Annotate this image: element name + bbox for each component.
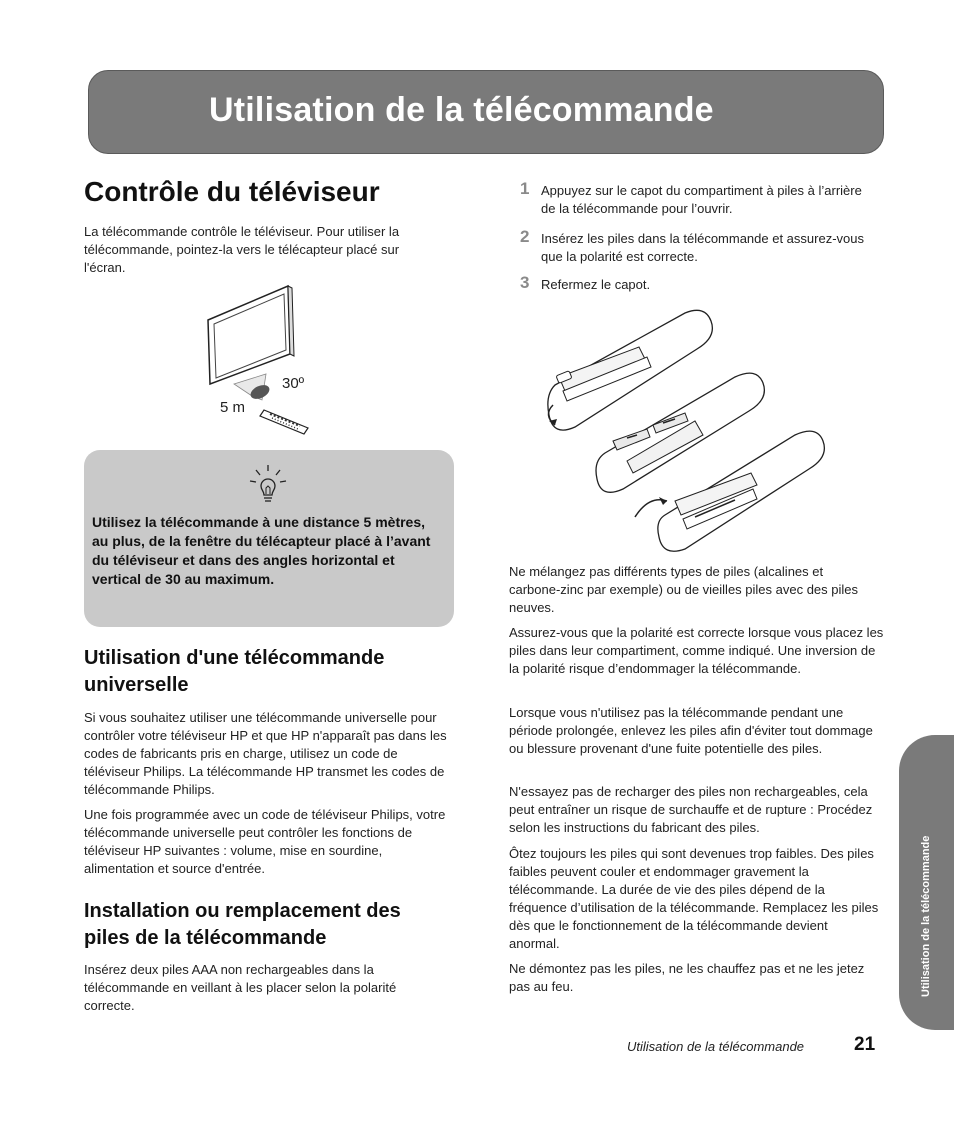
universal-paragraph-2: Une fois programmée avec un code de téléviseur Philips, votre télécommande universelle peut contrôler les fonctions de téléviseur HP suivantes : volume, mise en sourdine, alimentation et source d'entrée. <box>84 807 446 876</box>
step-text: Refermez le capot. <box>541 277 651 292</box>
step-number: 1 <box>520 179 530 198</box>
step-text: Insérez les piles dans la télécommande et assurez-vous que la polarité est correcte. <box>541 231 864 264</box>
page-title: Utilisation de la télécommande <box>209 91 714 129</box>
lightbulb-icon <box>248 464 288 504</box>
universal-paragraph-1: Si vous souhaitez utiliser une télécommande universelle pour contrôler votre téléviseur HP et que HP n'apparaît pas dans les codes de fabricants pris en charge, utilisez un code de téléviseur Philips. La télécommande HP transmet les codes de télécommande Philips. <box>84 710 447 797</box>
section-title: Contrôle du téléviseur <box>84 176 380 207</box>
right-paragraph-4: N'essayez pas de recharger des piles non rechargeables, cela peut entraîner un risque de surchauffe et de rupture : Procédez selon les instructions du fabricant des piles. <box>509 784 873 835</box>
side-tab-label: Utilisation de la télécommande <box>920 835 932 997</box>
step-text: Appuyez sur le capot du compartiment à piles à l’arrière de la télécommande pour l’ouvrir. <box>541 183 862 216</box>
step-number: 3 <box>520 273 530 292</box>
angle-label: 30º <box>282 375 305 392</box>
batteries-heading: Installation ou remplacement des piles de la télécommande <box>84 900 401 949</box>
right-paragraph-5: Ôtez toujours les piles qui sont devenues trop faibles. Des piles faibles peuvent couler et endommager gravement la télécommande. La durée de vie des piles dépend de la fréquence d’utilisation de la télécommande. Remplacez les piles dès que le fonctionnement de la télécommande devient anormal. <box>509 846 879 951</box>
tip-box <box>84 450 454 627</box>
right-paragraph-6: Ne démontez pas les piles, ne les chauffez pas et ne les jetez pas au feu. <box>509 961 865 994</box>
battery-installation-illustration <box>535 305 830 555</box>
intro-paragraph: La télécommande contrôle le téléviseur. Pour utiliser la télécommande, pointez-la vers le télécapteur placé sur l'écran. <box>84 224 400 275</box>
page-number: 21 <box>854 1034 876 1055</box>
step-number: 2 <box>520 227 530 246</box>
header-banner <box>88 70 884 154</box>
universal-remote-heading: Utilisation d'une télécommande universelle <box>84 647 385 696</box>
distance-label: 5 m <box>220 399 246 416</box>
right-paragraph-2: Assurez-vous que la polarité est correcte lorsque vous placez les piles dans leur compartiment, comme indiqué. Une inversion de la polarité risque d’endommager la télécommande. <box>509 625 884 676</box>
right-paragraph-1: Ne mélangez pas différents types de piles (alcalines et carbone-zinc par exemple) ou de vieilles piles avec des piles neuves. <box>509 564 859 615</box>
tip-text: Utilisez la télécommande à une distance 5 mètres, au plus, de la fenêtre du télécapteur placé à l’avant du téléviseur et dans des angles horizontal et vertical de 30 au maximum. <box>92 514 431 587</box>
footer-label: Utilisation de la télécommande <box>627 1039 805 1054</box>
right-paragraph-3: Lorsque vous n'utilisez pas la télécommande pendant une période prolongée, enlevez les piles afin d'éviter tout dommage ou blessure provenant d'une fuite potentielle des piles. <box>509 705 873 756</box>
batteries-paragraph: Insérez deux piles AAA non rechargeables dans la télécommande en veillant à les placer selon la polarité correcte. <box>84 962 397 1013</box>
tv-remote-illustration <box>200 282 330 442</box>
